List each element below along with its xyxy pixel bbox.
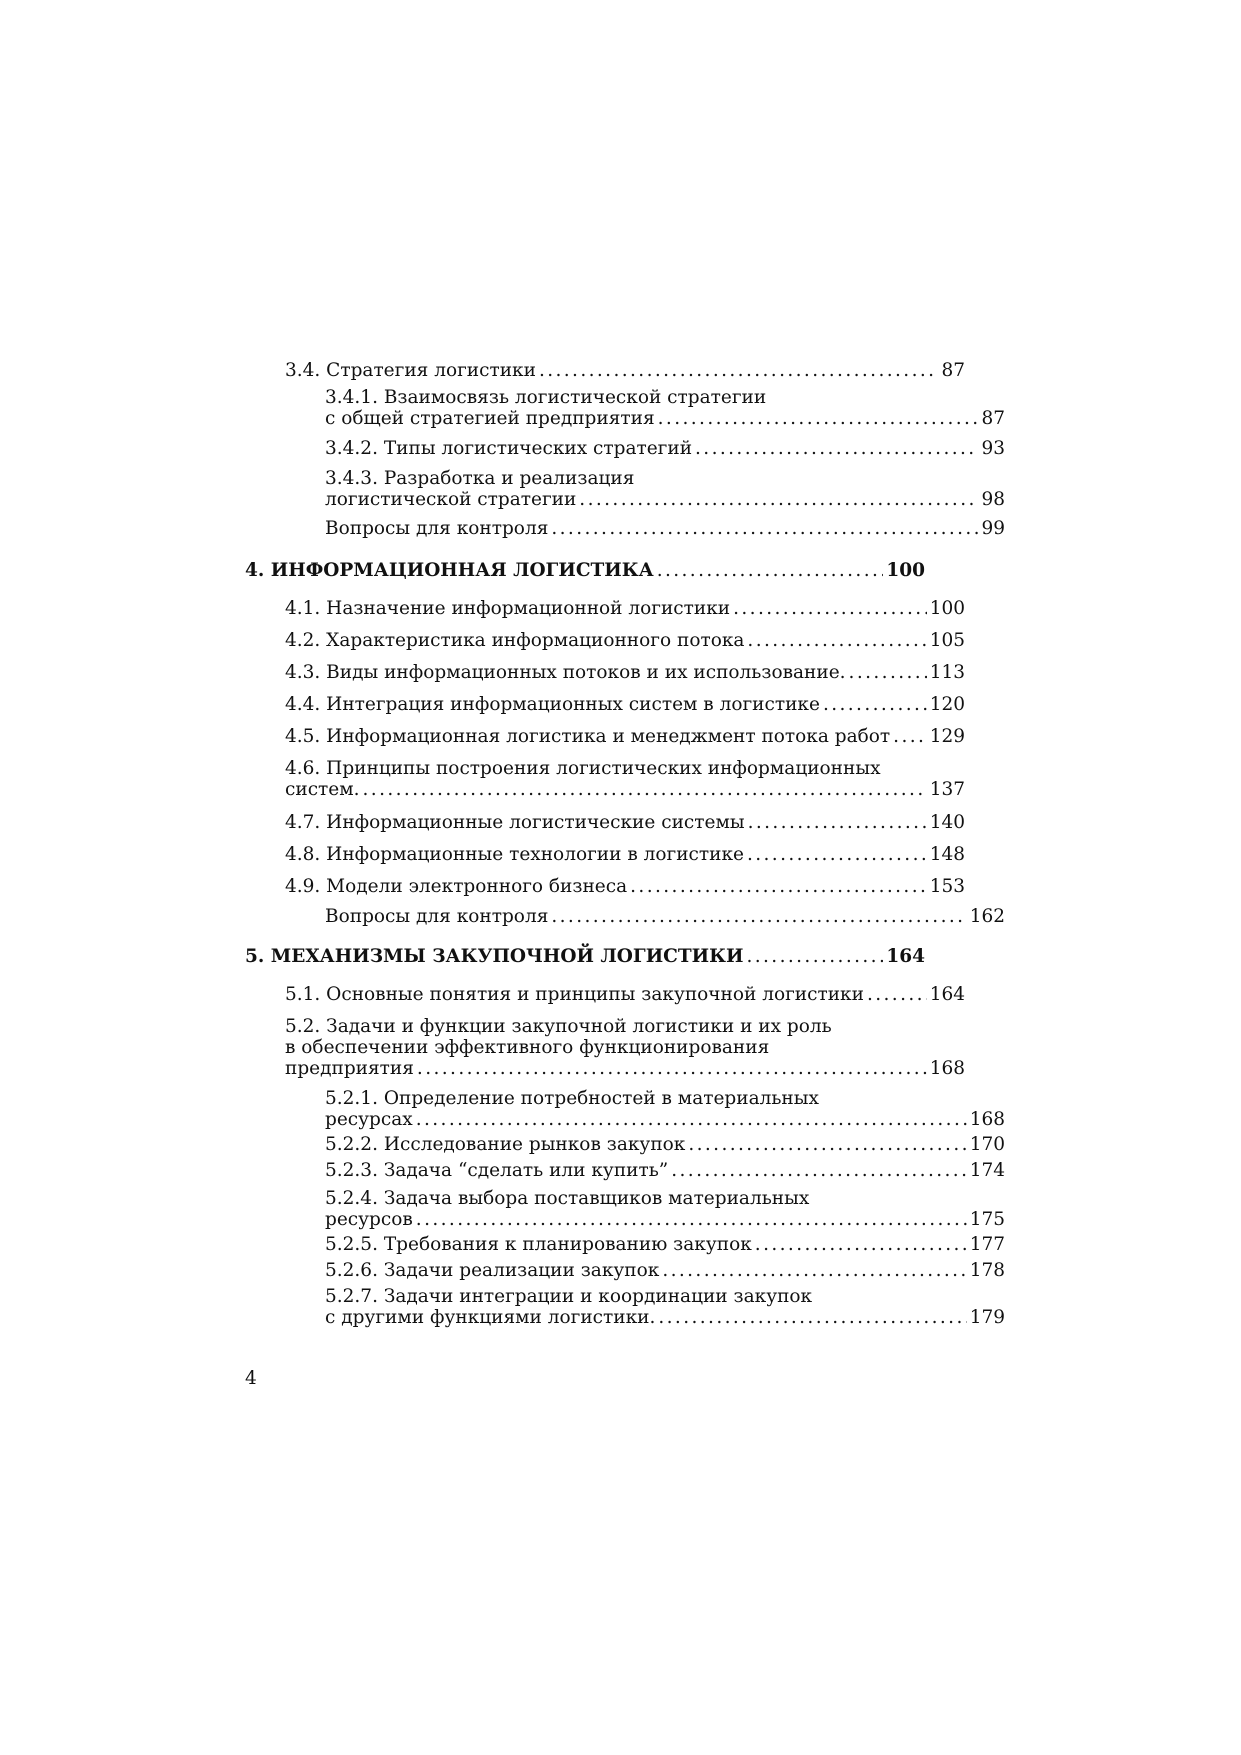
toc-entry-page: 168 [969,1109,1005,1130]
toc-entry-title: 5.2.6. Задачи реализации закупок [325,1260,660,1281]
toc-entry-title: Вопросы для контроля [325,906,549,927]
toc-entry-3-4 [245,360,965,381]
toc-entry-title: 3.4. Стратегия логистики [285,360,536,381]
toc-entry-questions-4 [245,906,1005,927]
toc-entry-page: 137 [929,779,965,800]
toc-entry-5-2-7 [245,1286,1005,1328]
toc-entry-page: 87 [941,360,965,381]
toc-entry-page: 179 [969,1307,1005,1328]
toc-entry-page: 175 [969,1209,1005,1230]
toc-entry-title-line: 5.2.1. Определение потребностей в материальных [325,1088,819,1109]
toc-entry-page: 93 [981,438,1005,459]
toc-entry-title: 3.4.2. Типы логистических стратегий [325,438,693,459]
toc-entry-title: 4.9. Модели электронного бизнеса [285,876,628,897]
toc-entry-5-2-1 [245,1088,1005,1130]
toc-entry-page: 178 [969,1260,1005,1281]
toc-entry-page: 100 [929,598,965,619]
toc-entry-page: 87 [981,408,1005,429]
toc-entry-5-2 [245,1016,965,1079]
toc-entry-4-2 [245,630,965,651]
toc-entry-title: 4.8. Информационные технологии в логистике [285,844,744,865]
toc-chapter-title: 4. ИНФОРМАЦИОННАЯ ЛОГИСТИКА [245,560,654,581]
toc-entry-page: 164 [886,946,925,967]
toc-entry-title: 4.4. Интеграция информационных систем в логистике [285,694,820,715]
toc-entry-page: 99 [981,518,1005,539]
toc-chapter-5 [245,946,925,967]
toc-entry-title: с другими функциями логистики. [325,1307,656,1328]
toc-entry-title: ресурсов [325,1209,413,1230]
toc-chapter-title: 5. МЕХАНИЗМЫ ЗАКУПОЧНОЙ ЛОГИСТИКИ [245,946,744,967]
toc-entry-page: 120 [929,694,965,715]
toc-entry-title: 4.1. Назначение информационной логистики [285,598,731,619]
toc-entry-title-line: 3.4.1. Взаимосвязь логистической стратегии [325,387,767,408]
toc-chapter-4 [245,560,925,581]
toc-entry-title-line: в обеспечении эффективного функционирования [285,1037,770,1058]
toc-entry-page: 98 [981,489,1005,510]
toc-entry-title-line: 4.6. Принципы построения логистических информационных [285,758,881,779]
toc-entry-title: с общей стратегией предприятия [325,408,655,429]
toc-entry-4-5 [245,726,965,747]
toc-entry-page: 170 [969,1134,1005,1155]
toc-entry-title-line: 5.2.7. Задачи интеграции и координации закупок [325,1286,813,1307]
toc-entry-5-2-4 [245,1188,1005,1230]
toc-entry-title: Вопросы для контроля [325,518,549,539]
toc-entry-page: 153 [929,876,965,897]
toc-entry-page: 105 [929,630,965,651]
toc-entry-title: 5.1. Основные понятия и принципы закупочной логистики [285,984,864,1005]
toc-entry-5-2-2 [245,1134,1005,1155]
toc-entry-title-line: 3.4.3. Разработка и реализация [325,468,635,489]
toc-entry-title: 4.5. Информационная логистика и менеджмент потока работ [285,726,891,747]
toc-entry-4-4 [245,694,965,715]
toc-entry-page: 113 [929,662,965,683]
toc-entry-page: 100 [886,560,925,581]
toc-entry-5-2-5 [245,1234,1005,1255]
toc-entry-title: 4.3. Виды информационных потоков и их использование. [285,662,846,683]
toc-entry-page: 168 [929,1058,965,1079]
toc-entry-title-line: 5.2.4. Задача выбора поставщиков материальных [325,1188,810,1209]
toc-entry-page: 164 [929,984,965,1005]
toc-entry-page: 129 [929,726,965,747]
toc-entry-3-4-3 [245,468,1005,510]
toc-entry-3-4-2 [245,438,1005,459]
toc-entry-page: 162 [969,906,1005,927]
toc-entry-page: 148 [929,844,965,865]
toc-entry-title: предприятия [285,1058,414,1079]
toc-entry-questions-3 [245,518,1005,539]
toc-entry-title: систем. [285,779,360,800]
toc-entry-title: 4.2. Характеристика информационного потока [285,630,745,651]
toc-entry-page: 140 [929,812,965,833]
toc-entry-3-4-1 [245,387,1005,429]
toc-entry-4-7 [245,812,965,833]
toc-entry-4-1 [245,598,965,619]
toc-entry-4-6 [245,758,965,800]
toc-entry-page: 174 [969,1160,1005,1181]
toc-entry-title: 5.2.5. Требования к планированию закупок [325,1234,752,1255]
toc-entry-title: 5.2.3. Задача “сделать или купить” [325,1160,669,1181]
toc-entry-4-9 [245,876,965,897]
toc-entry-5-2-3 [245,1160,1005,1181]
page-number: 4 [245,1368,257,1389]
toc-entry-title: 5.2.2. Исследование рынков закупок [325,1134,686,1155]
toc-entry-5-1 [245,984,965,1005]
toc-entry-title-line: 5.2. Задачи и функции закупочной логистики и их роль [285,1016,832,1037]
toc-entry-title: 4.7. Информационные логистические системы [285,812,745,833]
toc-entry-title: логистической стратегии [325,489,577,510]
toc-entry-5-2-6 [245,1260,1005,1281]
toc-entry-4-8 [245,844,965,865]
toc-entry-4-3 [245,662,965,683]
toc-entry-title: ресурсах [325,1109,413,1130]
toc-entry-page: 177 [969,1234,1005,1255]
